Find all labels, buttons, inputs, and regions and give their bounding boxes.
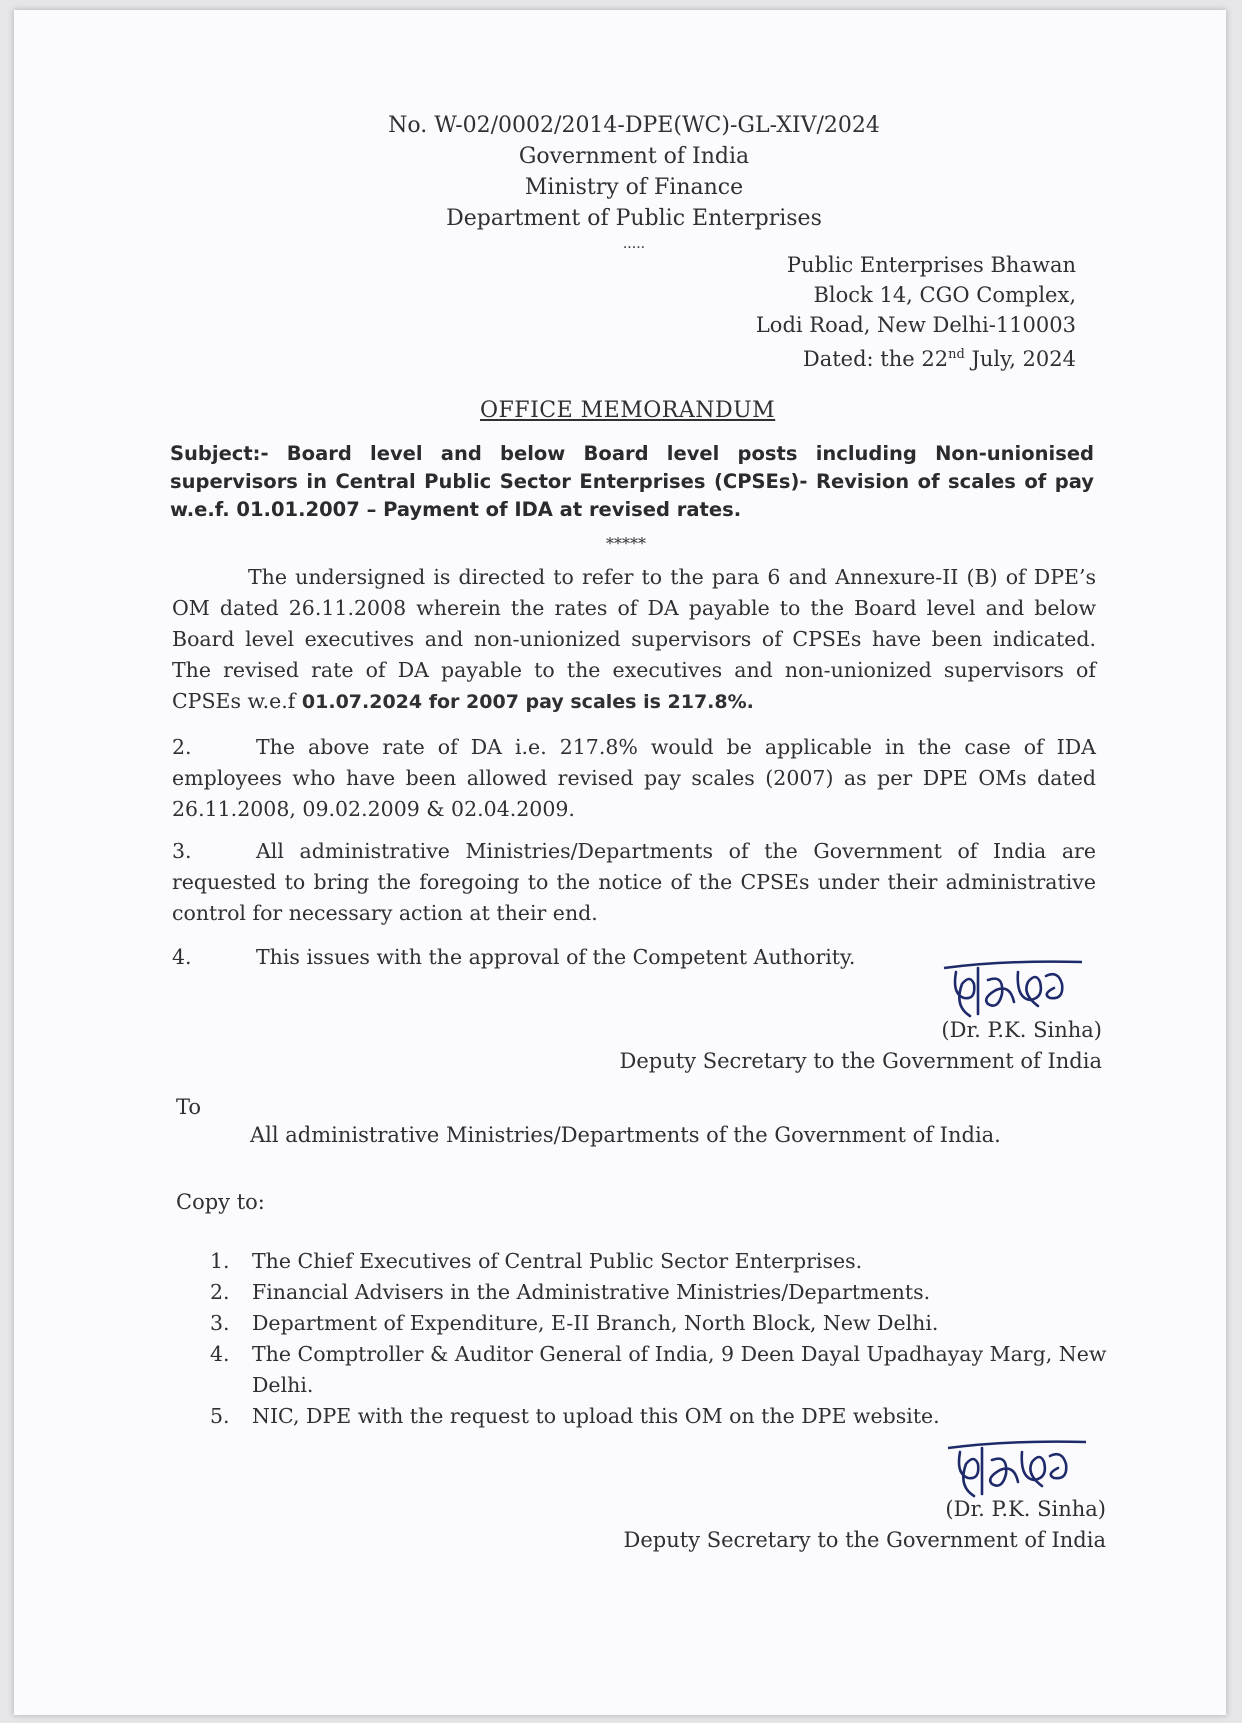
address-line-1: Public Enterprises Bhawan [786,253,1076,277]
paragraph-3-number: 3. [172,839,192,863]
paragraph-1 [172,562,1096,718]
signatory-designation: Deputy Secretary to the Government of India [623,1528,1106,1552]
date-ordinal: nd [948,347,965,362]
list-item [210,1246,1110,1277]
letterhead [334,110,934,254]
list-item [210,1308,1110,1339]
signatory-name: (Dr. P.K. Sinha) [941,1018,1102,1042]
list-item-text: The Comptroller & Auditor General of India, 9 Deen Dayal Upadhayay Marg, New Delhi. [252,1342,1107,1397]
list-item-number: 4. [210,1342,230,1366]
list-item [210,1277,1110,1308]
signature-block-2 [624,1494,1106,1556]
date-line [756,340,1076,374]
paragraph-3 [172,836,1096,929]
subject: Subject:- Board level and below Board level posts including Non-unionised supervisors in Central Public Sector Enterprises (CPSEs)- Revision of scales of pay w.e.f. 01.01.2007 – Payment of IDA at revised rates. [170,442,1094,521]
government-line: Government of India [518,144,750,169]
paragraph-2 [172,732,1096,825]
separator-dots: ..... [622,236,646,252]
to-label: To [176,1095,202,1119]
stars-separator: ***** [606,534,646,553]
paragraph-2-text: The above rate of DA i.e. 217.8% would be applicable in the case of IDA employees who have been allowed revised pay scales (2007) as per DPE OMs dated 26.11.2008, 09.02.2009 & 02.04.2009. [172,735,1096,821]
list-item-text: Department of Expenditure, E-II Branch, North Block, New Delhi. [252,1311,939,1335]
document-page [14,10,1226,1715]
signatory-designation: Deputy Secretary to the Government of India [619,1049,1102,1073]
to-recipient: All administrative Ministries/Departments of the Government of India. [250,1123,1001,1147]
paragraph-1-text: The undersigned is directed to refer to the para 6 and Annexure-II (B) of DPE’s OM dated 26.11.2008 wherein the rates of DA payable to the Board level and below Board level executives and non-unionized supervisors of CPSEs have been indicated. The revised rate of DA payable to the executives and non-unionized supervisors of CPSEs w.e.f [172,565,1096,713]
list-item [210,1339,1110,1401]
paragraph-3-text: All administrative Ministries/Departments of the Government of India are requested to bring the foregoing to the notice of the CPSEs under their administrative control for necessary action at their end. [172,839,1096,925]
file-number: No. W-02/0002/2014-DPE(WC)-GL-XIV/2024 [388,113,880,138]
list-item-number: 3. [210,1311,230,1335]
copy-to-list [210,1246,1110,1432]
paragraph-1-bold: 01.07.2024 for 2007 pay scales is 217.8%. [301,691,754,713]
memo-title: OFFICE MEMORANDUM [480,398,776,423]
date-prefix: Dated: the 22 [802,347,949,371]
office-address [756,250,1076,374]
list-item-text: The Chief Executives of Central Public Sector Enterprises. [252,1249,863,1273]
signatory-name: (Dr. P.K. Sinha) [945,1497,1106,1521]
date-suffix: July, 2024 [964,347,1076,371]
paragraph-4-text: This issues with the approval of the Competent Authority. [256,945,856,969]
address-line-2: Block 14, CGO Complex, [813,283,1076,307]
department-line: Department of Public Enterprises [446,206,822,231]
list-item-number: 2. [210,1280,230,1304]
copy-to-label: Copy to: [176,1190,265,1214]
list-item-text: Financial Advisers in the Administrative Ministries/Departments. [252,1280,931,1304]
paragraph-4-number: 4. [172,945,192,969]
ministry-line: Ministry of Finance [524,175,744,200]
list-item-number: 1. [210,1249,230,1273]
paragraph-2-number: 2. [172,735,192,759]
list-item [210,1401,1110,1432]
list-item-text: NIC, DPE with the request to upload this OM on the DPE website. [252,1404,940,1428]
address-line-3: Lodi Road, New Delhi-110003 [755,313,1076,337]
list-item-number: 5. [210,1404,230,1428]
signature-block-1 [620,1015,1102,1077]
